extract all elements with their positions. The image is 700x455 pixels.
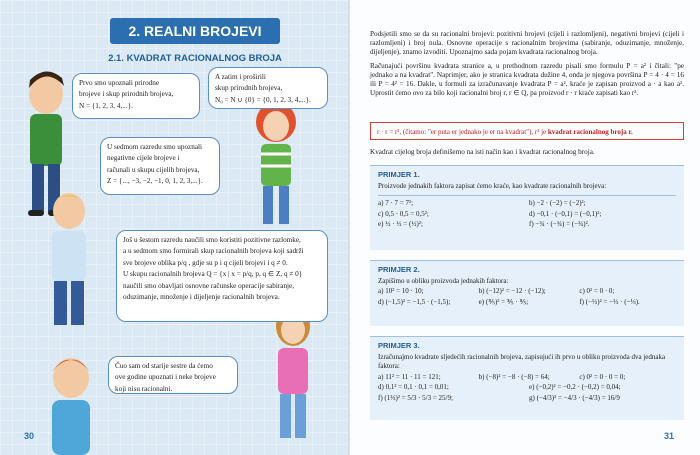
bubble-text-line: Čuo sam od starije sestre da ćemo	[115, 362, 213, 370]
bubble-text-line: računali u skupu cijelih brojeva,	[107, 165, 200, 174]
speech-bubble-integers	[100, 137, 220, 195]
example-row	[378, 220, 676, 230]
bubble-text-line: skup prirodnih brojeva,	[215, 84, 283, 93]
example-title: PRIMJER 3.	[378, 341, 420, 350]
bubble-text-line: koji nisu racionalni.	[115, 384, 173, 393]
example-2	[370, 260, 684, 326]
example-row	[378, 373, 676, 383]
speech-bubble-extended-natural-numbers	[208, 67, 328, 109]
bubble-text-line: a u sedmom smo formirali skup racionalnih brojeva koji sadrži	[123, 247, 304, 256]
example-row	[378, 210, 676, 220]
definition-box	[370, 122, 684, 140]
example-title: PRIMJER 2.	[378, 265, 420, 274]
example-item: c) 0,5 · 0,5 = 0,5²;	[378, 209, 429, 218]
example-item: a) 11² = 11 · 11 = 121;	[378, 372, 441, 381]
bubble-text-line: Još u šestom razredu naučili smo koristiti pozitivne razlomke,	[123, 236, 301, 244]
integer-square-note: Kvadrat cijelog broja definišemo na isti način kao i kvadrat racionalnog broja.	[370, 148, 595, 156]
example-3	[370, 336, 684, 420]
example-item: d) 0,1² = 0,1 · 0,1 = 0,01;	[378, 383, 449, 392]
bubble-text-line: Z = {..., −3, −2, −1, 0, 1, 2, 3,...}.	[107, 177, 203, 186]
example-row	[378, 394, 676, 404]
example-text: Izračunajmo kvadrate sljedećih racionalnih brojeva, zapisujući ih prvo u obliku proizvoda dva jednaka faktora:	[378, 352, 666, 371]
bubble-text-line: U sedmom razredu smo upoznali	[107, 143, 203, 151]
bubble-text-line: ove godine upoznati i neke brojeve	[115, 373, 216, 382]
page-number-left: 30	[24, 431, 35, 441]
example-title: PRIMJER 1.	[378, 170, 420, 179]
example-item: c) 0² = 0 · 0 = 0;	[579, 372, 626, 381]
example-row	[378, 383, 676, 393]
example-item: b) −2 · (−2) = (−2)²;	[529, 199, 586, 208]
example-1	[370, 165, 684, 250]
example-text: Zapišimo u obliku proizvoda jednakih faktora:	[378, 276, 509, 285]
boy-red-hair-illustration	[40, 350, 102, 455]
example-item: d) (−1,5)² = −1,5 · (−1,5);	[378, 297, 451, 306]
bubble-text-line: brojeve i skup prirodnih brojeva,	[79, 90, 174, 99]
intro-paragraph: Podsjetili smo se da su racionalni brojevi: pozitivni brojevi (cijeli i razlomljeni), negativni brojevi (cijeli i razlomljeni) i broj nula. Osnovne operacije s racionalnim brojevima (sabiranje, oduzimanje, množenje, dijeljenje), znamo izvoditi. Upoznajmo sada pojam kvadrata racionalnog broja.	[370, 30, 684, 57]
example-item: a) 7 · 7 = 7²;	[378, 199, 414, 208]
example-item: g) (−4/3)² = −4/3 · (−4/3) = 16/9	[529, 393, 620, 402]
intro-text	[370, 30, 684, 102]
example-item: e) ½ · ½ = (½)²;	[378, 220, 423, 229]
example-item: f) (−⅓)² = −⅓ · (−⅓).	[579, 297, 640, 306]
bubble-text-line: sve brojeve oblika p/q , gdje su p i q cijeli brojevi i q ≠ 0.	[123, 258, 288, 267]
example-item: b) (−8)² = −8 · (−8) = 64;	[478, 372, 550, 381]
example-row	[378, 199, 676, 209]
example-row	[378, 287, 676, 297]
definition-highlight: kvadrat racionalnog broja r.	[547, 128, 633, 136]
example-text: Proizvode jednakih faktora zapisat ćemo kraće, kao kvadrate racionalnih brojeva:	[378, 181, 607, 190]
bubble-text-line: negativne cijele brojeve i	[107, 154, 180, 163]
speech-bubble-rational-numbers	[116, 230, 328, 322]
example-item: d) −0,1 · (−0,1) = (−0,1)²;	[529, 209, 602, 218]
right-page	[350, 0, 700, 455]
example-row	[378, 298, 676, 308]
bubble-text-line: N = {1, 2, 3, 4,...}.	[79, 101, 133, 110]
example-item: a) 10² = 10 · 10;	[378, 287, 424, 296]
boy-blond-illustration	[38, 185, 100, 333]
definition-text: r · r = r², (čitamo: "er puta er jednako je er na kvadrat"), r² je	[377, 128, 548, 136]
bubble-text-line: Prvo smo upoznali prirodne	[79, 79, 160, 87]
bubble-text-line: oduzimanje, množenje i dijeljenje racionalnih brojeva.	[123, 293, 280, 302]
example-item: e) (⅗)² = ⅗ · ⅗;	[478, 297, 529, 306]
chapter-title: 2. REALNI BROJEVI	[110, 18, 280, 44]
example-item: b) (−12)² = −12 · (−12);	[478, 287, 546, 296]
girl-red-hair-illustration	[245, 100, 307, 230]
example-item: c) 0² = 0 · 0;	[579, 287, 615, 296]
example-item: f) (1⅔)² = 5/3 · 5/3 = 25/9;	[378, 393, 453, 402]
section-title: 2.1. KVADRAT RACIONALNOG BROJA	[108, 53, 282, 64]
bubble-text-line: naučili smo obavljati osnovne računske operacije sabiranje,	[123, 281, 295, 290]
speech-bubble-irrational-teaser	[108, 356, 238, 394]
example-item: f) −¾ · (−¾) = (−¾)².	[529, 220, 590, 229]
divider	[378, 195, 676, 196]
intro-paragraph: Računajući površinu kvadrata stranice a, u prethodnom razredu pisali smo formulu P = a² i čitali: "pe jednako a na kvadrat". Naprimjer, ako je stranica kvadrata dužine 4, onda je njegova površina P = 4 · 4 = 16 ili P = 4² = 16. Dakle, u formuli za izračunavanje kvadrata P = a², kraće je zapisan proizvod a · a kao a². Uprostit ćemo ovo za bilo koji racionalni broj r, r ∈ Q, pa proizvod r · r kraće zapisati kao r².	[370, 61, 684, 98]
bubble-text-line: N₀ = N ∪ {0} = {0, 1, 2, 3, 4,...}.	[215, 95, 311, 104]
speech-bubble-natural-numbers	[72, 73, 200, 119]
example-item: e) (−0,2)² = −0,2 · (−0,2) = 0,04;	[529, 383, 621, 392]
bubble-text-line: U skupu racionalnih brojeva Q = {x | x = p/q, p, q ∈ Z, q ≠ 0}	[123, 270, 303, 279]
bubble-text-line: A zatim i proširili	[215, 73, 266, 81]
page-number-right: 31	[663, 431, 674, 441]
